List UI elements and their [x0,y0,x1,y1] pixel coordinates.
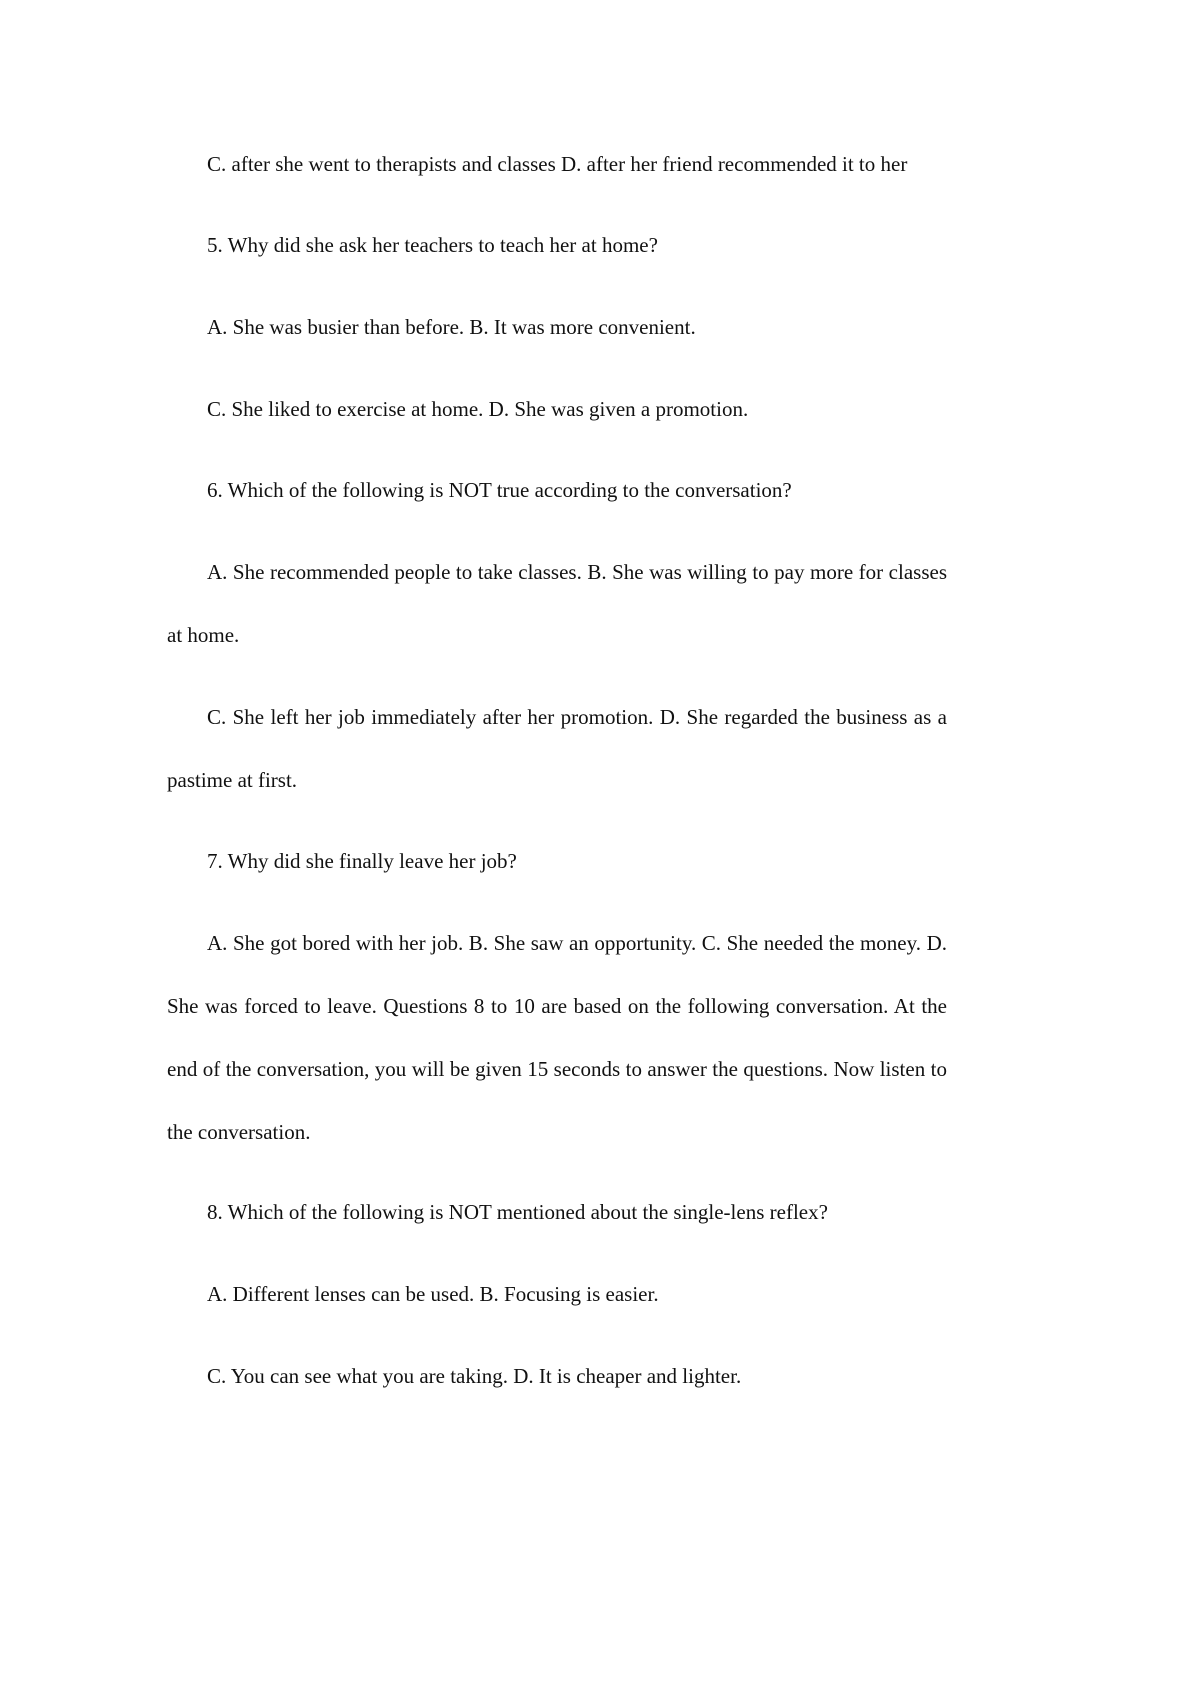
q6-options-a-b: A. She recommended people to take classes. B. She was willing to pay more for classes at home. [167,560,947,647]
q6-options-c-d: C. She left her job immediately after her promotion. D. She regarded the business as a pastime at first. [167,705,947,792]
question-8: 8. Which of the following is NOT mentioned about the single-lens reflex? [207,1200,828,1224]
q4-options-c-d: C. after she went to therapists and classes D. after her friend recommended it to her [207,152,908,176]
question-5: 5. Why did she ask her teachers to teach her at home? [207,233,658,257]
question-6: 6. Which of the following is NOT true according to the conversation? [207,478,792,502]
q8-options-a-b: A. Different lenses can be used. B. Focusing is easier. [207,1282,659,1306]
q8-options-c-d: C. You can see what you are taking. D. It is cheaper and lighter. [207,1364,742,1388]
q5-options-a-b: A. She was busier than before. B. It was more convenient. [207,315,696,339]
q5-options-c-d: C. She liked to exercise at home. D. She was given a promotion. [207,397,749,421]
question-7: 7. Why did she finally leave her job? [207,849,517,873]
q7-options-and-instructions: A. She got bored with her job. B. She saw an opportunity. C. She needed the money. D. She was forced to leave. Questions 8 to 10 are based on the following conversation. At the end of the conversation, you will be given 15 seconds to answer the questions. Now listen to the conversation. [167,931,947,1144]
